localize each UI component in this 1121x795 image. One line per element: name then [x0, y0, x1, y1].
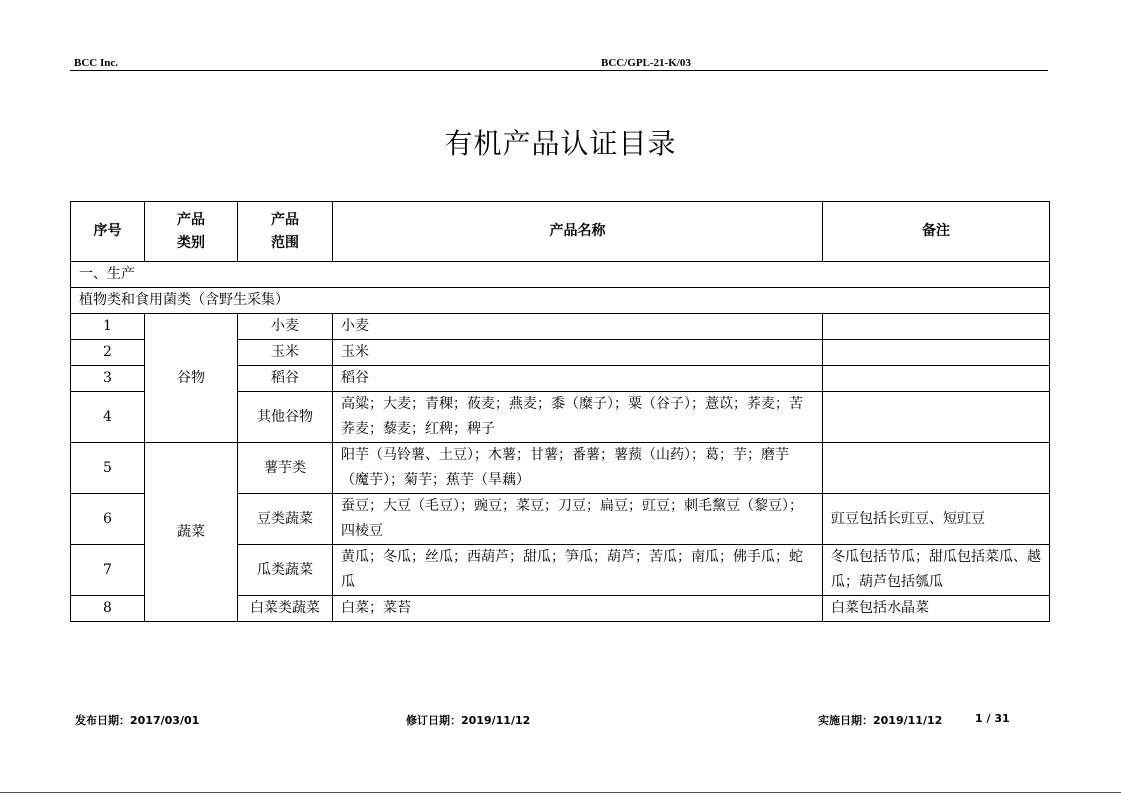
row-no: 7	[71, 545, 145, 596]
catalog-table	[70, 201, 1050, 622]
row-scope: 豆类蔬菜	[238, 494, 333, 545]
row-note	[823, 314, 1050, 340]
category-vegetable: 蔬菜	[145, 443, 238, 622]
row-no: 8	[71, 596, 145, 622]
row-name: 高粱；大麦；青稞；莜麦；燕麦；黍（糜子）；粟（谷子）；薏苡；荞麦；苦荞麦；藜麦；红稗；稗子	[333, 392, 823, 443]
row-scope: 玉米	[238, 340, 333, 366]
row-name: 白菜；菜苔	[333, 596, 823, 622]
page-bottom-rule	[0, 792, 1121, 793]
row-note	[823, 340, 1050, 366]
row-note: 冬瓜包括节瓜；甜瓜包括菜瓜、越瓜；葫芦包括瓠瓜	[823, 545, 1050, 596]
row-name: 阳芋（马铃薯、土豆）；木薯；甘薯；番薯；薯蓣（山药）；葛；芋；磨芋（魔芋）；菊芋；蕉芋（旱藕）	[333, 443, 823, 494]
document-code: BCC/GPL-21-K/03	[601, 57, 691, 69]
row-scope: 薯芋类	[238, 443, 333, 494]
row-no: 2	[71, 340, 145, 366]
table-row	[71, 314, 1050, 340]
header-scope: 产品 范围	[238, 202, 333, 262]
header-note: 备注	[823, 202, 1050, 262]
category-grain: 谷物	[145, 314, 238, 443]
page-title: 有机产品认证目录	[444, 127, 677, 160]
row-scope: 稻谷	[238, 366, 333, 392]
table-row	[71, 443, 1050, 494]
row-name: 小麦	[333, 314, 823, 340]
row-name: 稻谷	[333, 366, 823, 392]
row-no: 1	[71, 314, 145, 340]
row-scope: 白菜类蔬菜	[238, 596, 333, 622]
section-row	[71, 288, 1050, 314]
header-rule	[70, 70, 1048, 71]
row-no: 5	[71, 443, 145, 494]
section-row	[71, 262, 1050, 288]
effective-date: 实施日期：2019/11/12	[818, 714, 943, 727]
row-no: 3	[71, 366, 145, 392]
header-name: 产品名称	[333, 202, 823, 262]
section-production: 一、生产	[71, 262, 1050, 288]
row-scope: 小麦	[238, 314, 333, 340]
table-header-row	[71, 202, 1050, 262]
row-name: 黄瓜；冬瓜；丝瓜；西葫芦；甜瓜；笋瓜；葫芦；苦瓜；南瓜；佛手瓜；蛇瓜	[333, 545, 823, 596]
revision-date: 修订日期：2019/11/12	[406, 714, 531, 727]
row-note	[823, 443, 1050, 494]
row-name: 玉米	[333, 340, 823, 366]
row-note	[823, 366, 1050, 392]
row-no: 6	[71, 494, 145, 545]
row-scope: 其他谷物	[238, 392, 333, 443]
header-category: 产品 类别	[145, 202, 238, 262]
header-no: 序号	[71, 202, 145, 262]
issue-date: 发布日期：2017/03/01	[75, 714, 200, 727]
company-name: BCC Inc.	[74, 57, 119, 69]
row-name: 蚕豆；大豆（毛豆）；豌豆；菜豆；刀豆；扁豆；豇豆；刺毛黧豆（黎豆）；四棱豆	[333, 494, 823, 545]
row-note: 白菜包括水晶菜	[823, 596, 1050, 622]
row-note	[823, 392, 1050, 443]
row-no: 4	[71, 392, 145, 443]
section-plants: 植物类和食用菌类（含野生采集）	[71, 288, 1050, 314]
row-note: 豇豆包括长豇豆、短豇豆	[823, 494, 1050, 545]
page-number: 1 / 31	[975, 712, 1010, 725]
row-scope: 瓜类蔬菜	[238, 545, 333, 596]
